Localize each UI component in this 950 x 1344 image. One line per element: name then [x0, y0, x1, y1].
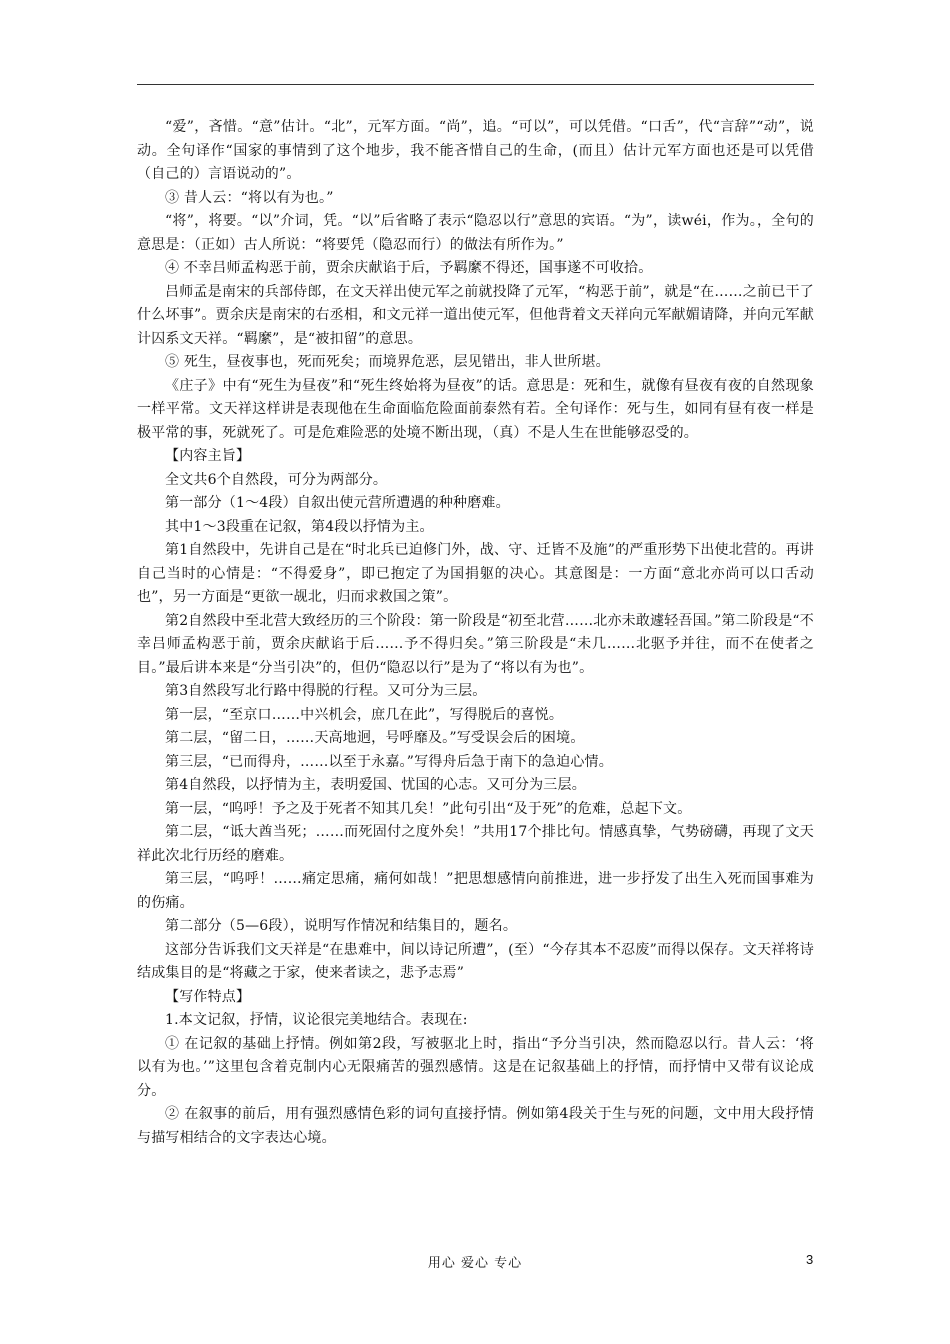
paragraph: ④ 不幸吕师孟构恶于前，贾余庆献谄于后，予羁縻不得还，国事遂不可收拾。 [165, 260, 653, 276]
paragraph: “爱”，吝惜。“意”估计。“北”，元军方面。“尚”，追。“可以”，可以凭借。“口舌”，代“言辞”“动”，说动。全句译作“国家的事情到了这个地步，我不能吝惜自己的生命，(而且）估计元军方面也还是可以凭借（自己的）言语说动的”。 [137, 119, 814, 182]
section-heading-content-theme: 【内容主旨】 [165, 448, 251, 464]
footer-slogan: 用心 爱心 专心 [427, 1256, 523, 1271]
paragraph: 1.本文记叙，抒情，议论很完美地结合。表现在: [165, 1012, 468, 1028]
section-heading-writing-features: 【写作特点】 [165, 988, 251, 1005]
paragraph: 第一部分（1～4段）自叙出使元营所遭遇的种种磨难。 [165, 495, 510, 511]
paragraph: 第一层，“至京口……中兴机会，庶几在此”，写得脱后的喜悦。 [165, 706, 564, 723]
paragraph: 第1自然段中，先讲自己是在“时北兵已迫修门外，战、守、迁皆不及施”的严重形势下出使北营的。再讲自己当时的心情是：“不得爱身”，即已抱定了为国捐躯的决心。其意图是：一方面“意北亦尚可以口舌动也”，另一方面是“更欲一觇北，归而求救国之策”。 [137, 542, 814, 605]
paragraph: 第二层，“留二日，……天高地迥，号呼靡及。”写受误会后的困境。 [165, 730, 585, 746]
paragraph: ③ 昔人云：“将以有为也。” [165, 189, 334, 206]
paragraph: 第4自然段，以抒情为主，表明爱国、忧国的心志。又可分为三层。 [165, 777, 586, 793]
paragraph: ⑤ 死生，昼夜事也，死而死矣；而境界危恶，层见错出，非人世所堪。 [165, 354, 610, 370]
paragraph: ① 在记叙的基础上抒情。例如第2段，写被驱北上时，指出“予分当引决，然而隐忍以行。昔人云：‘将以有为也。’”这里包含着克制内心无限痛苦的强烈感情。这是在记叙基础上的抒情，而抒情中又带有议论成分。 [137, 1035, 814, 1099]
paragraph: 第2自然段中至北营大致经历的三个阶段：第一阶段是“初至北营……北亦未敢遽轻吾国。”第二阶段是“不幸吕师孟构恶于前，贾余庆献谄于后……予不得归矣。”第三阶段是“未几……北驱予并往，而不在使者之目。”最后讲本来是“分当引决”的，但仍“隐忍以行”是为了“将以有为也”。 [137, 612, 814, 676]
paragraph: “将”，将要。“以”介词，凭。“以”后省略了表示“隐忍以行”意思的宾语。“为”，读wéi，作为。，全句的意思是：（正如）古人所说：“将要凭（隐忍而行）的做法有所作为。” [137, 213, 814, 253]
paragraph: 《庄子》中有“死生为昼夜”和“死生终始将为昼夜”的话。意思是：死和生，就像有昼夜有夜的自然现象一样平常。文天祥这样讲是表现他在生命面临危险面前泰然有若。全句译作：死与生，如同有昼有夜一样是极平常的事，死就死了。可是危难险恶的处境不断出现，（真）不是人生在世能够忍受的。 [137, 377, 814, 441]
paragraph: ② 在叙事的前后，用有强烈感情色彩的词句直接抒情。例如第4段关于生与死的问题，文中用大段抒情与描写相结合的文字表达心境。 [137, 1106, 814, 1146]
paragraph: 其中1～3段重在记叙，第4段以抒情为主。 [165, 518, 434, 535]
paragraph: 第三层，“已而得舟，……以至于永嘉。”写得舟后急于南下的急迫心情。 [165, 753, 613, 770]
paragraph: 这部分告诉我们文天祥是“在患难中，间以诗记所遭”，(至）“今存其本不忍废”而得以保存。文天祥将诗结成集目的是“将藏之于家，使来者读之，悲予志焉” [137, 941, 814, 981]
paragraph: 第一层，“呜呼！予之及于死者不知其几矣！”此句引出“及于死”的危难，总起下文。 [165, 800, 692, 817]
paragraph: 全文共6个自然段，可分为两部分。 [165, 471, 388, 488]
paragraph: 第3自然段写北行路中得脱的行程。又可分为三层。 [165, 683, 487, 699]
header-rule [137, 84, 814, 85]
paragraph: 吕师孟是南宋的兵部侍郎，在文天祥出使元军之前就投降了元军，“构恶于前”，就是“在……之前已干了什么坏事”。贾余庆是南宋的右丞相，和文元祥一道出使元军，但他背着文天祥向元军献媚请降，并向元军献计囚系文天祥。“羁縻”，是“被扣留”的意思。 [137, 283, 814, 347]
document-body [137, 116, 814, 1150]
paragraph: 第二部分（5—6段），说明写作情况和结集目的，题名。 [165, 918, 518, 934]
paragraph: 第三层，“呜呼！……痛定思痛，痛何如哉！”把思想感情向前推进，进一步抒发了出生入死而国事难为的伤痛。 [137, 871, 814, 911]
paragraph: 第二层，“诋大酋当死；……而死固付之度外矣！”共用17个排比句。情感真挚，气势磅礴，再现了文天祥此次北行历经的磨难。 [137, 824, 814, 864]
page-number: 3 [806, 1252, 814, 1267]
